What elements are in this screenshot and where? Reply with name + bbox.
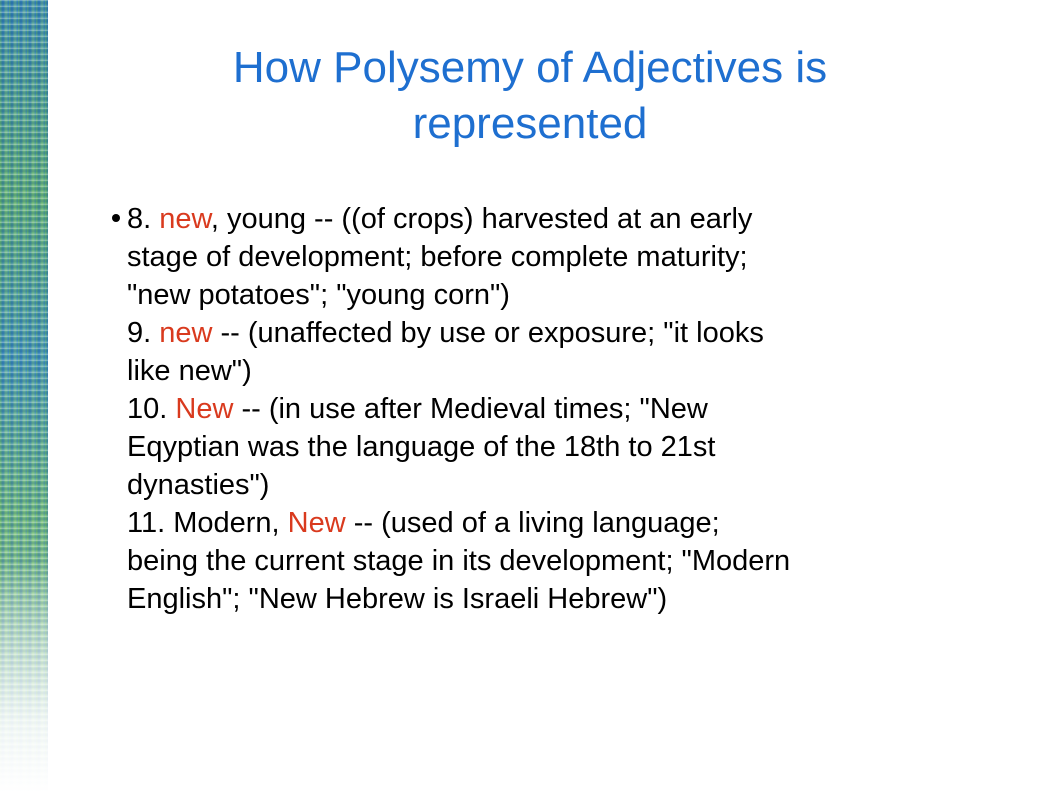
highlighted-word: New	[287, 507, 346, 539]
side-strip-fade	[0, 560, 48, 793]
sense-text: -- (in use after Medieval times; "New	[233, 393, 708, 425]
sense-10-line-2: Eqyptian was the language of the 18th to 21st	[127, 431, 716, 463]
sense-9-line-2: like new")	[127, 355, 252, 387]
sense-text: -- (used of a living language;	[345, 507, 720, 539]
sense-10-line-1	[127, 390, 1000, 428]
highlighted-word: new	[159, 203, 211, 235]
sense-8-line-1	[127, 200, 1000, 238]
title-line-2: represented	[412, 99, 648, 148]
title-line-1: How Polysemy of Adjectives is	[232, 43, 828, 92]
slide-body	[100, 200, 1000, 618]
bullet-text	[127, 200, 1000, 618]
highlighted-word: new	[159, 317, 213, 349]
sense-8-line-2: stage of development; before complete maturity;	[127, 241, 748, 273]
sense-text: -- (unaffected by use or exposure; "it looks	[212, 317, 764, 349]
sense-text: , young -- ((of crops) harvested at an early	[210, 203, 753, 235]
sense-number: 8.	[127, 203, 152, 235]
sense-10-line-3: dynasties")	[127, 469, 270, 501]
sense-11-line-1	[127, 504, 1000, 542]
sense-9-line-1	[127, 314, 1000, 352]
sense-8-line-3: "new potatoes"; "young corn")	[127, 279, 510, 311]
sense-number: 10.	[127, 393, 168, 425]
highlighted-word: New	[175, 393, 234, 425]
slide-title	[130, 40, 930, 152]
sense-11-line-2: being the current stage in its development; "Modern	[127, 545, 791, 577]
sense-11-line-3: English"; "New Hebrew is Israeli Hebrew")	[127, 583, 668, 615]
bullet-dot-icon	[112, 214, 120, 222]
sense-number: 11. Modern,	[127, 507, 280, 539]
sense-number: 9.	[127, 317, 152, 349]
